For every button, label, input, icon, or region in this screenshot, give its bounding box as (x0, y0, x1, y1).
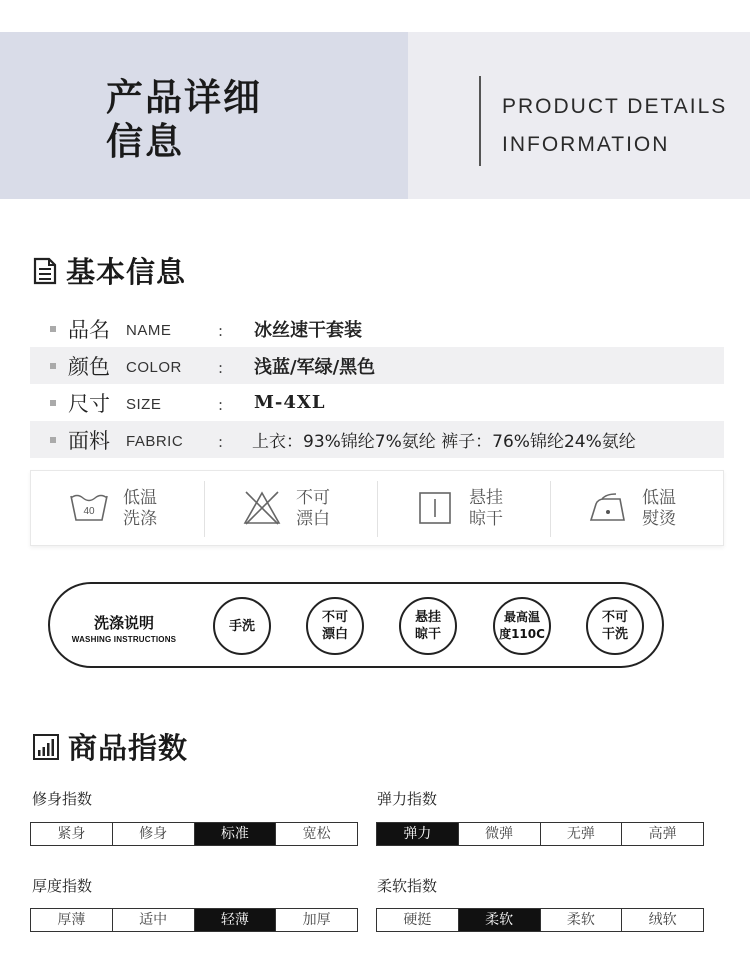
banner-title-en-line2: INFORMATION (502, 133, 670, 156)
care-label-line2: 晾干 (469, 509, 503, 529)
care-label (469, 488, 529, 530)
product-index-header (32, 726, 188, 767)
row-value-fabric: 上衣：93%锦纶7%氨纶 裤子：76%锦纶24%氨纶 (252, 432, 636, 452)
care-label (642, 488, 702, 530)
basic-info-header (32, 250, 186, 291)
banner-title-cn-line1: 产品详细 (106, 76, 262, 119)
wash-circle-line2: 晾干 (414, 627, 441, 642)
row-bullet (50, 363, 56, 369)
banner-divider (479, 76, 481, 166)
row-colon: : (218, 396, 224, 414)
row-label-cn: 尺寸 (68, 391, 110, 416)
wash-circle-no-bleach (306, 597, 364, 655)
care-label-line1: 悬挂 (469, 488, 503, 508)
product-index-title: 商品指数 (68, 731, 189, 765)
index-option: 无弹 (541, 823, 623, 845)
no-bleach-icon (242, 490, 282, 526)
low-iron-icon (588, 490, 628, 526)
index-option: 高弹 (648, 826, 677, 842)
index-label-elasticity: 弹力指数 (377, 790, 438, 808)
care-label-line1: 低温 (642, 488, 676, 508)
row-value-name: 冰丝速干套装 (254, 319, 362, 341)
index-option: 修身 (113, 823, 195, 845)
wash-circle-line2: 干洗 (601, 627, 628, 642)
info-row-fabric (30, 421, 724, 458)
index-option: 标准 (195, 823, 277, 845)
wash-circle-hang-dry (399, 597, 457, 655)
care-label-line1: 低温 (123, 488, 157, 508)
wash-circle-line1: 悬挂 (414, 610, 441, 625)
wash-temp-text: 40 (83, 506, 95, 517)
wash-circle-line2: 度110C (499, 627, 545, 641)
banner-title-cn-line2: 信息 (106, 120, 184, 163)
wash-circle-line1: 手洗 (228, 618, 255, 634)
hang-dry-icon (415, 490, 455, 526)
care-label-line2: 漂白 (296, 509, 330, 529)
header-banner (0, 32, 750, 199)
index-label-softness: 柔软指数 (377, 877, 438, 895)
banner-title-en (502, 88, 727, 164)
index-option: 适中 (113, 909, 195, 931)
row-value-color: 浅蓝/军绿/黑色 (254, 356, 376, 378)
banner-title-cn (106, 76, 262, 164)
washing-title (64, 612, 184, 644)
index-option: 紧身 (31, 823, 113, 845)
index-option: 微弹 (459, 823, 541, 845)
index-label-fit: 修身指数 (32, 790, 93, 808)
care-item-hang-dry (377, 471, 550, 547)
care-label-line2: 熨烫 (642, 509, 676, 529)
row-label-cn: 颜色 (68, 354, 110, 379)
washing-instructions-panel (48, 582, 664, 668)
washtub-40-icon (69, 490, 109, 526)
care-label-line2: 洗涤 (123, 509, 157, 529)
wash-circle-line1: 不可 (321, 610, 348, 625)
index-option: 厚薄 (31, 909, 113, 931)
info-row-size (30, 384, 724, 421)
row-colon: : (218, 322, 224, 340)
bar-chart-icon (32, 733, 60, 761)
care-label (296, 488, 356, 530)
wash-circle-max-temp (493, 597, 551, 655)
document-icon (32, 257, 58, 285)
index-option: 硬挺 (377, 909, 459, 931)
row-colon: : (218, 359, 224, 377)
care-item-low-iron (550, 471, 723, 547)
wash-circle-line2: 漂白 (321, 627, 348, 642)
row-label-cn: 面料 (68, 428, 110, 453)
info-row-name (30, 310, 724, 347)
wash-circle-line1: 不可 (601, 610, 628, 625)
index-option: 宽松 (302, 826, 331, 842)
index-option: 加厚 (302, 912, 331, 928)
index-option: 绒软 (648, 912, 677, 928)
row-label-en: COLOR (126, 359, 182, 376)
row-bullet (50, 400, 56, 406)
washing-title-en: WASHING INSTRUCTIONS (71, 635, 177, 644)
row-bullet (50, 326, 56, 332)
care-label (123, 488, 183, 530)
row-label-cn: 品名 (68, 317, 110, 342)
row-label-en: SIZE (126, 396, 162, 413)
wash-circle-no-dry-clean (586, 597, 644, 655)
index-bar-fit (30, 822, 358, 846)
wash-circle-hand-wash (213, 597, 271, 655)
banner-title-en-line1: PRODUCT DETAILS (502, 95, 728, 118)
index-label-thickness: 厚度指数 (32, 877, 93, 895)
basic-info-title: 基本信息 (66, 255, 187, 289)
care-icons-box (30, 470, 724, 546)
washing-title-cn: 洗涤说明 (93, 614, 154, 632)
index-bar-elasticity (376, 822, 704, 846)
index-option: 轻薄 (195, 909, 277, 931)
care-item-no-bleach (204, 471, 377, 547)
row-colon: : (218, 433, 224, 451)
index-option: 柔软 (541, 909, 623, 931)
index-option: 柔软 (459, 909, 541, 931)
wash-circle-line1: 最高温 (503, 610, 540, 624)
index-option: 弹力 (377, 823, 459, 845)
row-label-en: NAME (126, 322, 172, 339)
basic-info-table (30, 310, 724, 458)
care-item-low-temp-wash (31, 471, 204, 547)
row-value-size: M-4XL (254, 392, 326, 413)
info-row-color (30, 347, 724, 384)
row-label-en: FABRIC (126, 433, 184, 450)
care-label-line1: 不可 (296, 488, 330, 508)
row-bullet (50, 437, 56, 443)
index-bar-thickness (30, 908, 358, 932)
index-bar-softness (376, 908, 704, 932)
